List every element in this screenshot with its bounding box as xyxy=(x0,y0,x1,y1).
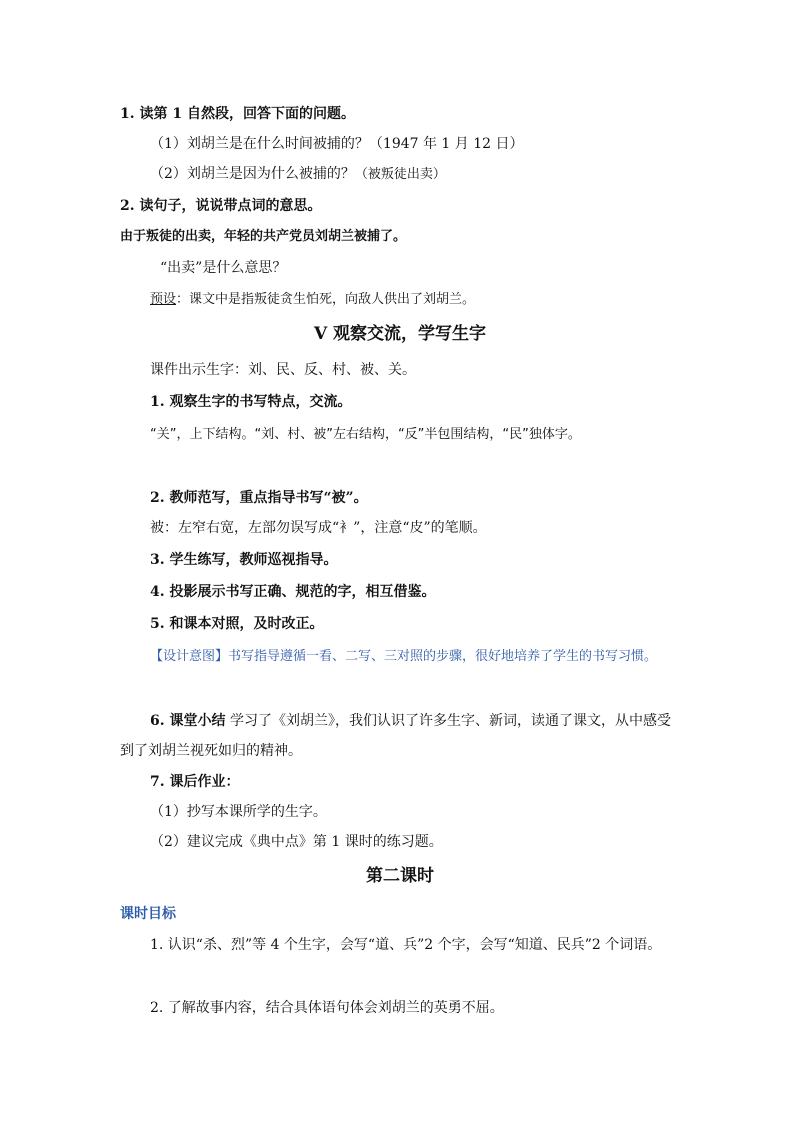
homework-1: （1）抄写本课所学的生字。 xyxy=(150,804,327,820)
question-1-2 xyxy=(150,164,710,185)
step-6-summary xyxy=(120,706,680,766)
quoted-sentence: 由于叛徒的出卖，年轻的共产党员刘胡兰被捕了。 xyxy=(120,229,407,244)
homework-2: （2）建议完成《典中点》第 1 课时的练习题。 xyxy=(150,834,443,850)
goal-1: 1. 认识“杀、烈”等 4 个生字，会写“道、兵”2 个字，会写“知道、民兵”2 个词语。 xyxy=(150,937,662,953)
preset-answer xyxy=(150,290,710,310)
step-6-text: 学习了《刘胡兰》，我们认识了许多生字、新词，读通了课文，从中感受到了刘胡兰视死如归的精神。 xyxy=(120,713,671,759)
step-2-text: 被：左窄右宽，左部勿误写成“衤”，注意“皮”的笔顺。 xyxy=(150,520,487,536)
goal-2: 2. 了解故事内容，结合具体语句体会刘胡兰的英勇不屈。 xyxy=(150,1000,504,1016)
step-3-title: 3. 学生练写，教师巡视指导。 xyxy=(150,552,338,568)
step-1-text: “关”，上下结构。“刘、村、被”左右结构，“反”半包围结构，“民”独体字。 xyxy=(150,427,581,442)
section-v-intro: 课件出示生字：刘、民、反、村、被、关。 xyxy=(150,362,416,378)
step-1-title: 1. 观察生字的书写特点，交流。 xyxy=(150,394,352,410)
step-7-title: 7. 课后作业： xyxy=(150,774,240,790)
design-intent-label: 【设计意图】 xyxy=(150,649,229,664)
question-1-2-text: （2）刘胡兰是因为什么被捕的？ xyxy=(150,166,355,182)
preset-text: ：课文中是指叛徒贪生怕死，向敌人供出了刘胡兰。 xyxy=(176,292,476,307)
question-1-1: （1）刘胡兰是在什么时间被捕的？（1947 年 1 月 12 日） xyxy=(150,136,524,152)
lesson-goals-title: 课时目标 xyxy=(120,906,176,922)
step-4-title: 4. 投影展示书写正确、规范的字，相互借鉴。 xyxy=(150,584,436,600)
question-1-title: 1. 读第 1 自然段，回答下面的问题。 xyxy=(120,106,355,122)
step-5-title: 5. 和课本对照，及时改正。 xyxy=(150,616,324,632)
question-1-2-answer: （被叛徒出卖） xyxy=(354,167,446,182)
design-intent xyxy=(120,642,680,672)
design-intent-text: 书写指导遵循一看、二写、三对照的步骤，很好地培养了学生的书写习惯。 xyxy=(228,649,658,664)
step-6-label: 6. 课堂小结 xyxy=(150,713,226,729)
section-v-heading: V 观察交流，学写生字 xyxy=(313,324,487,344)
question-2-title: 2. 读句子，说说带点词的意思。 xyxy=(120,198,322,214)
step-2-title: 2. 教师范写，重点指导书写“被”。 xyxy=(150,490,368,506)
lesson-2-heading: 第二课时 xyxy=(366,866,434,886)
question-2-question: “出卖”是什么意思？ xyxy=(160,260,287,276)
preset-label: 预设 xyxy=(150,292,177,307)
